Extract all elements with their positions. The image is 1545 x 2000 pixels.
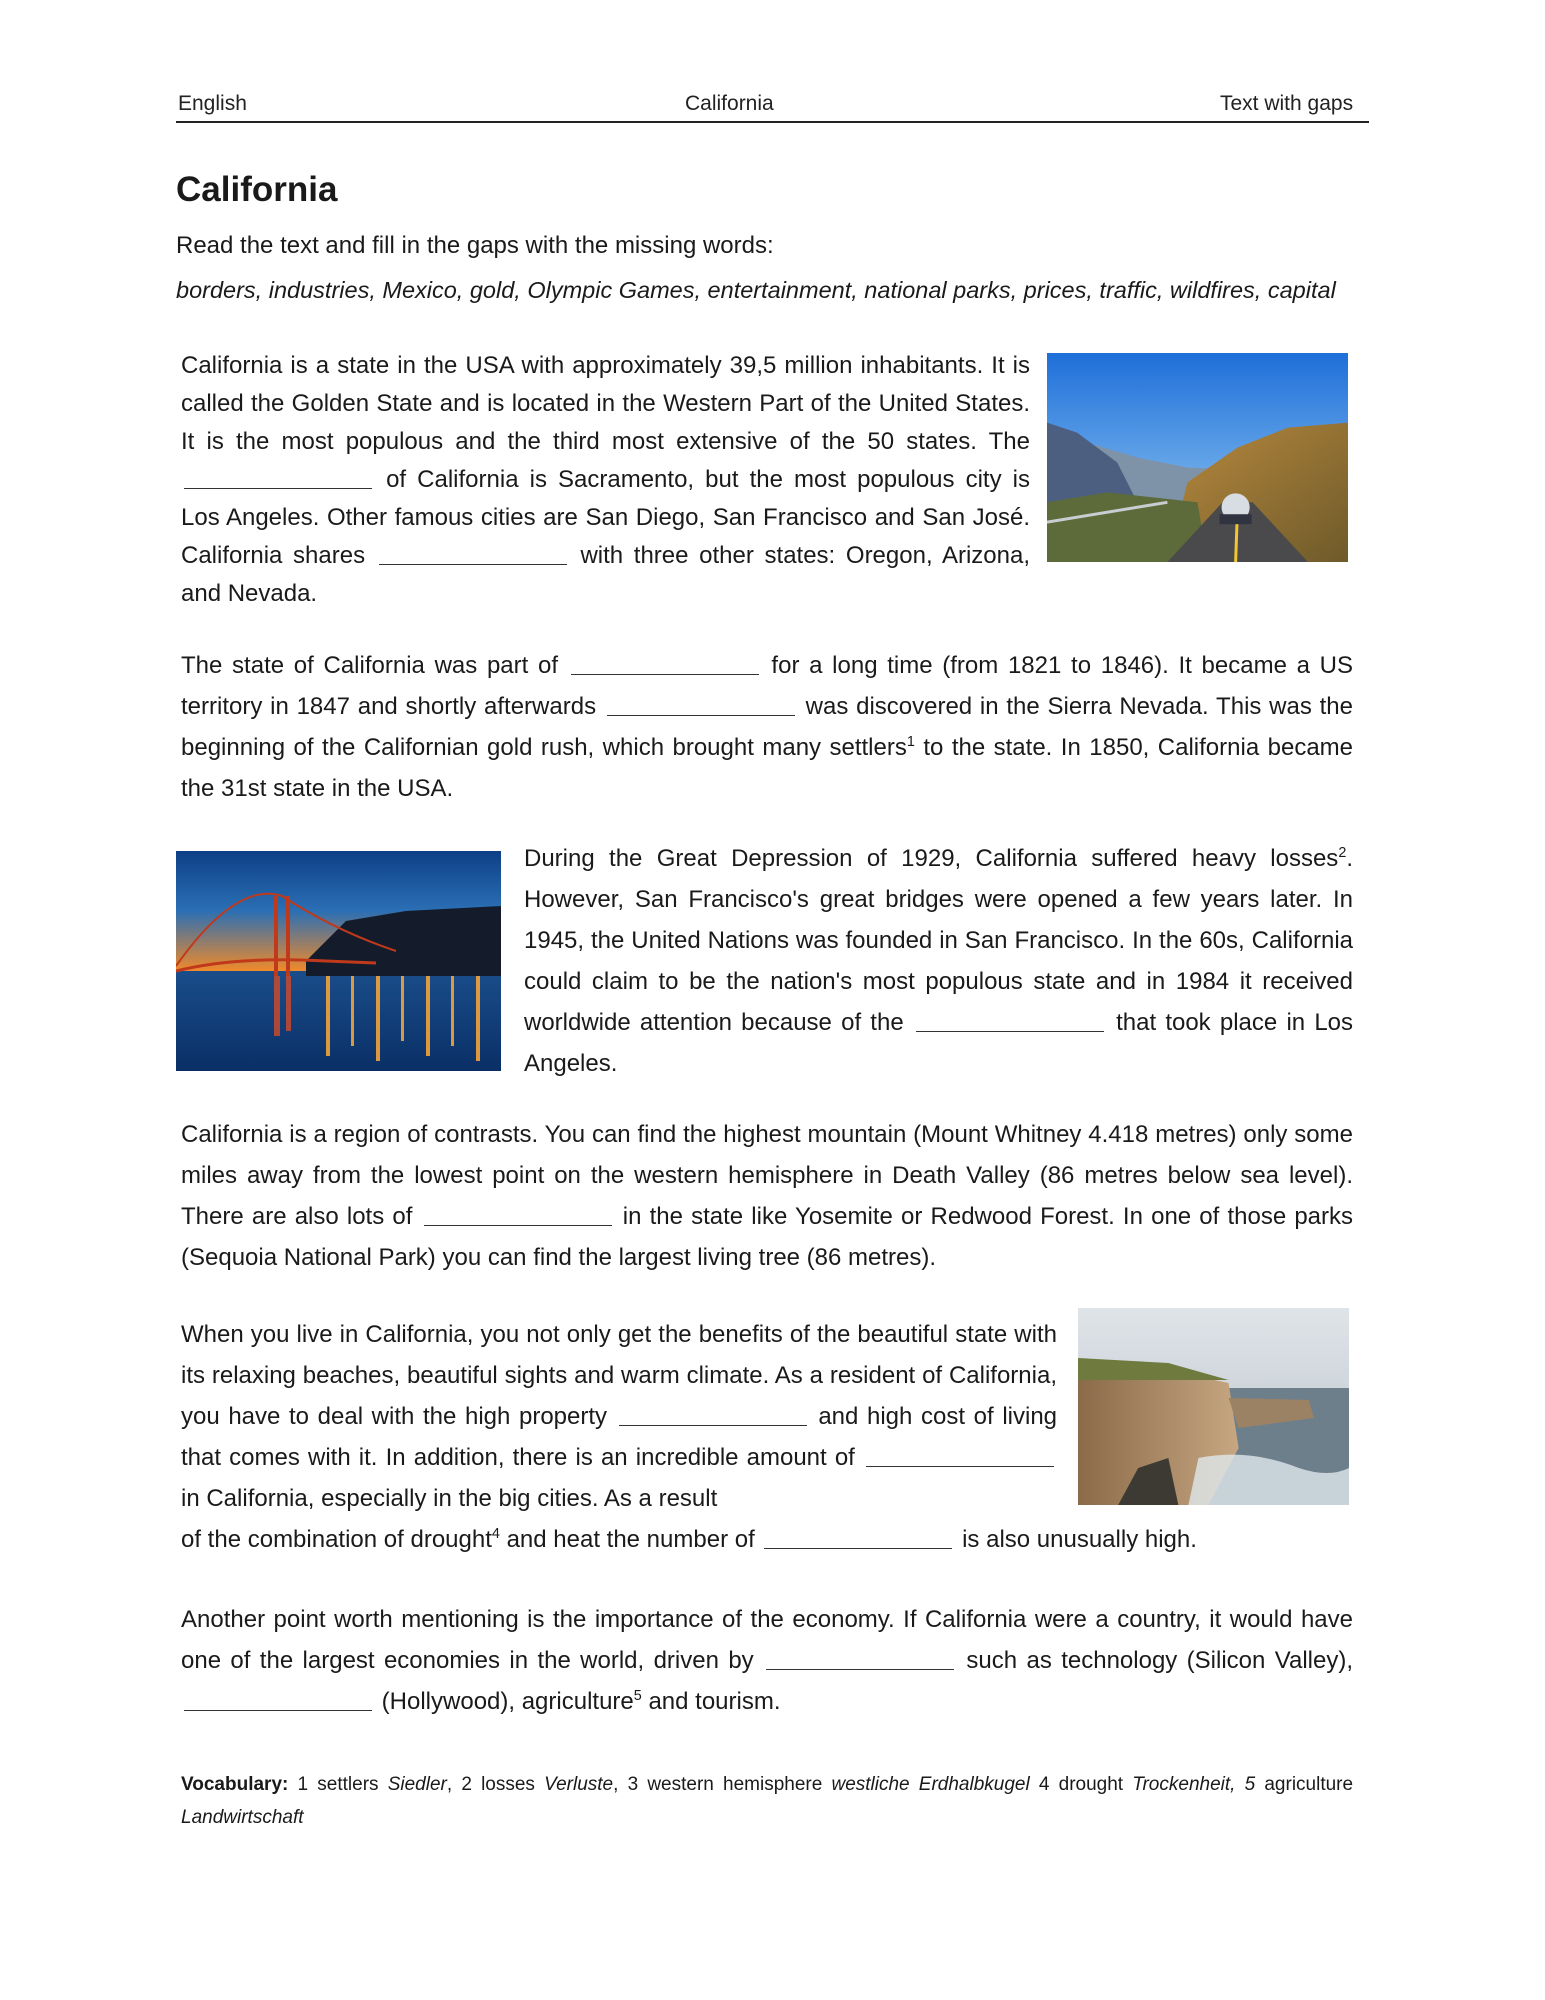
footnote-marker-1: 1 — [906, 734, 915, 750]
p2-text-d: to the state. In 1850, California became the 31st state in the USA. — [181, 734, 1354, 802]
p5-text-a: When you live in California, you not only get the benefits of the beautiful state with its relaxing beaches, beautiful sights and warm climate. As a resident of California, you have to deal with the high property — [181, 1321, 1057, 1430]
paragraph-3 — [524, 838, 1353, 1084]
header-center: California — [685, 92, 774, 115]
paragraph-6 — [181, 1599, 1353, 1722]
golden-gate-photo — [176, 851, 501, 1071]
p3-text-a: During the Great Depression of 1929, California suffered heavy losses — [524, 845, 1339, 872]
header-left: English — [178, 92, 247, 115]
p5-text-b: and high cost of living that comes with it. In addition, there is an incredible amount of — [181, 1403, 1058, 1471]
p5-text-f: is also unusually high. — [962, 1526, 1197, 1553]
p1-text-a: California is a state in the USA with approximately 39,5 million inhabitants. It is called the Golden State and is located in the Western Part of the United States. It is the most populous and the third most extensive of the 50 states. The — [181, 352, 1030, 455]
vocab-de-1: Siedler — [387, 1774, 447, 1795]
p6-text-c: (Hollywood), agriculture — [381, 1688, 634, 1715]
p2-text-a: The state of California was part of — [181, 652, 559, 679]
gap-9[interactable] — [764, 1524, 952, 1549]
gap-11[interactable] — [184, 1686, 372, 1711]
vocab-en-1: 1 settlers — [297, 1774, 379, 1795]
p1-text-b: of California is Sacramento, but the most populous city is Los Angeles. Other famous cities are San Diego, San Francisco and San José. California shares — [181, 466, 1030, 569]
coast-image — [1078, 1308, 1349, 1505]
paragraph-2 — [181, 645, 1353, 809]
gap-2[interactable] — [379, 540, 567, 565]
page-title: California — [176, 170, 338, 209]
p2-text-c: was discovered in the Sierra Nevada. This was the beginning of the Californian gold rush, which brought many settlers — [181, 693, 1353, 761]
header-rule — [176, 121, 1369, 123]
gap-7[interactable] — [619, 1401, 807, 1426]
p5-text-d: of the combination of drought — [181, 1526, 492, 1553]
road-photo — [1047, 353, 1348, 562]
p6-text-b: such as technology (Silicon Valley), — [966, 1647, 1353, 1674]
gap-5[interactable] — [916, 1007, 1104, 1032]
road-image — [1047, 353, 1348, 562]
vocab-de-3: westliche Erdhalbkugel — [831, 1774, 1030, 1795]
p1-text-c: with three other states: Oregon, Arizona, and Nevada. — [181, 542, 1030, 607]
paragraph-4 — [181, 1114, 1353, 1278]
footnote-marker-4: 4 — [491, 1526, 500, 1542]
paragraph-1 — [181, 347, 1030, 613]
gap-6[interactable] — [424, 1201, 612, 1226]
gap-10[interactable] — [766, 1645, 954, 1670]
footnote-marker-5: 5 — [633, 1688, 642, 1704]
gap-3[interactable] — [571, 650, 759, 675]
p3-text-c: that took place in Los Angeles. — [524, 1009, 1354, 1077]
header-right: Text with gaps — [1220, 92, 1354, 115]
vocab-de-2: Verluste — [544, 1774, 614, 1795]
p5-text-c: in California, especially in the big cities. As a result — [181, 1485, 718, 1512]
gap-8[interactable] — [866, 1442, 1054, 1467]
p6-text-d: and tourism. — [648, 1688, 781, 1715]
p4-text-a: California is a region of contrasts. You can find the highest mountain (Mount Whitney 4.418 metres) only some miles away from the lowest point on the western hemisphere in Death Valley (86 metres below sea level). There are also lots of — [181, 1121, 1353, 1230]
gap-4[interactable] — [607, 691, 795, 716]
word-list: borders, industries, Mexico, gold, Olympic Games, entertainment, national parks, prices, traffic, wildfires, capital — [176, 277, 1336, 303]
p5-text-e: and heat the number of — [506, 1526, 755, 1553]
vocab-en-3: , 3 western hemisphere — [613, 1774, 823, 1795]
paragraph-5 — [181, 1314, 1057, 1519]
gap-1[interactable] — [184, 464, 372, 489]
bridge-image — [176, 851, 501, 1071]
instruction: Read the text and fill in the gaps with the missing words: — [176, 232, 774, 259]
footnote-marker-2: 2 — [1338, 845, 1347, 861]
coast-cliff-photo — [1078, 1308, 1349, 1505]
vocabulary-label: Vocabulary: — [181, 1774, 289, 1795]
vocab-de-4: Trockenheit, 5 — [1132, 1774, 1256, 1795]
paragraph-5-last-line — [181, 1519, 1353, 1560]
vocab-en-4: 4 drought — [1038, 1774, 1124, 1795]
vocab-en-2: , 2 losses — [446, 1774, 535, 1795]
p2-text-b: for a long time (from 1821 to 1846). It became a US territory in 1847 and shortly afterwards — [181, 652, 1354, 720]
p4-text-b: in the state like Yosemite or Redwood Forest. In one of those parks (Sequoia National Park) you can find the largest living tree (86 metres). — [181, 1203, 1354, 1271]
p3-text-b: . However, San Francisco's great bridges were opened a few years later. In 1945, the United Nations was founded in San Francisco. In the 60s, California could claim to be the nation's most populous state and in 1984 it received worldwide attention because of the — [524, 845, 1353, 1036]
vocabulary-box — [181, 1768, 1353, 1834]
vocab-en-5: agriculture — [1264, 1774, 1354, 1795]
vocab-de-5: Landwirtschaft — [181, 1807, 304, 1828]
p6-text-a: Another point worth mentioning is the importance of the economy. If California were a country, it would have one of the largest economies in the world, driven by — [181, 1606, 1353, 1674]
